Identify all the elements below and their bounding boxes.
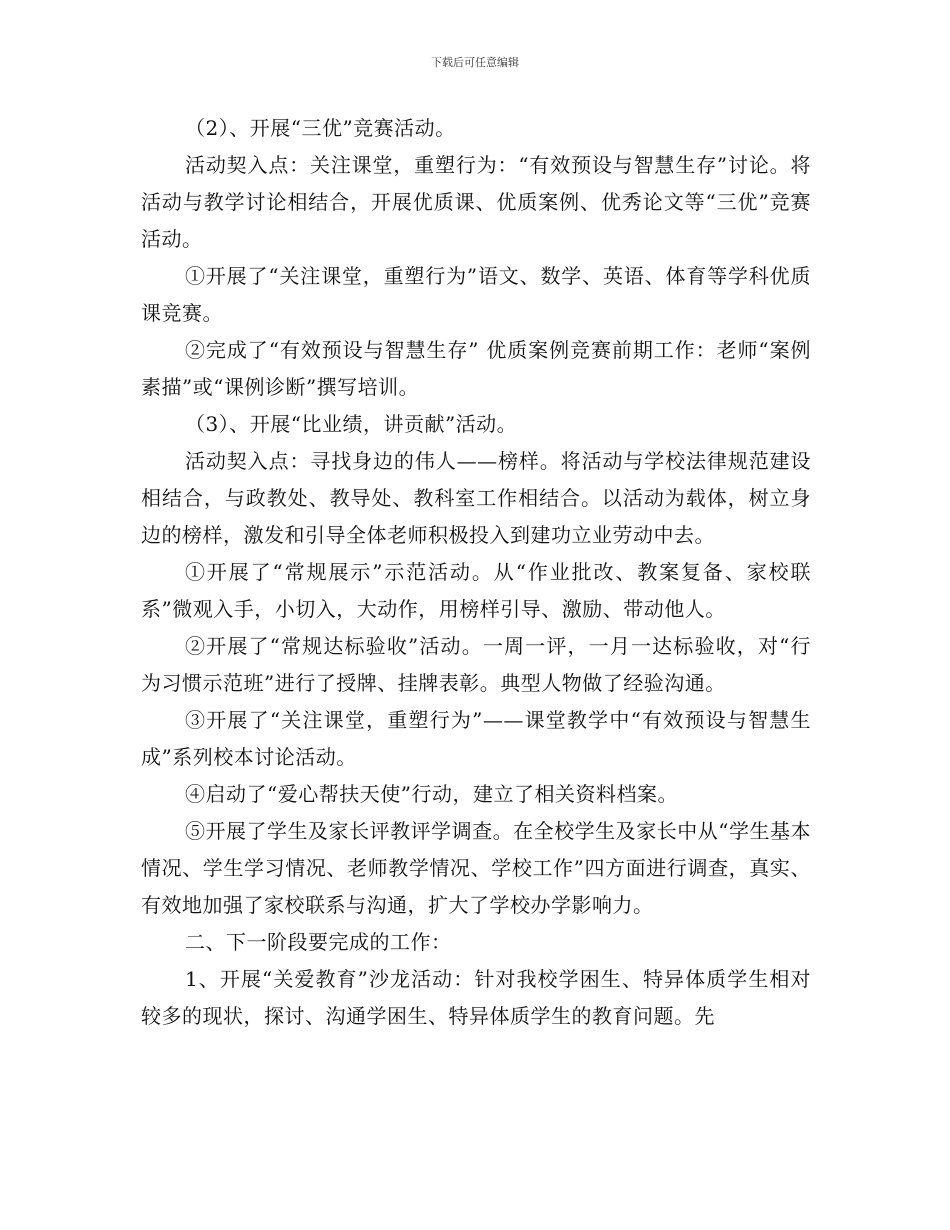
paragraph-item-2-3: ③开展了“关注课堂，重塑行为”——课堂教学中“有效预设与智慧生成”系列校本讨论活动。 [141, 708, 811, 769]
paragraph-section-3-heading: （3）、开展“比业绩，讲贡献”活动。 [185, 412, 518, 436]
paragraph-section-2-heading: （2）、开展“三优”竞赛活动。 [185, 116, 456, 140]
paragraph-item-2-4: ④启动了“爱心帮扶天使”行动，建立了相关资料档案。 [185, 782, 678, 806]
header-note: 下载后可任意编辑 [431, 56, 519, 69]
paragraph-item-2-2: ②开展了“常规达标验收”活动。一周一评，一月一达标验收，对“行为习惯示范班”进行了授牌、挂牌表彰。典型人物做了经验沟通。 [141, 634, 811, 695]
document-body [141, 110, 811, 1035]
paragraph-activity-entry-1: 活动契入点：关注课堂，重塑行为：“有效预设与智慧生存”讨论。将活动与教学讨论相结合，开展优质课、优质案例、优秀论文等“三优”竞赛活动。 [141, 153, 811, 251]
paragraph-item-1-2: ②完成了“有效预设与智慧生存” 优质案例竞赛前期工作：老师“案例素描”或“课例诊断”撰写培训。 [141, 338, 811, 399]
paragraph-item-1-1: ①开展了“关注课堂，重塑行为”语文、数学、英语、体育等学科优质课竞赛。 [141, 264, 811, 325]
paragraph-next-stage-item-1: 1、开展“关爱教育”沙龙活动：针对我校学困生、特异体质学生相对较多的现状，探讨、沟通学困生、特异体质学生的教育问题。先 [141, 967, 811, 1028]
paragraph-next-stage-heading: 二、下一阶段要完成的工作： [185, 930, 452, 954]
paragraph-item-2-5: ⑤开展了学生及家长评教评学调查。在全校学生及家长中从“学生基本情况、学生学习情况、老师教学情况、学校工作”四方面进行调查，真实、有效地加强了家校联系与沟通，扩大了学校办学影响力。 [141, 819, 811, 917]
paragraph-item-2-1: ①开展了“常规展示”示范活动。从“作业批改、教案复备、家校联系”微观入手，小切入，大动作，用榜样引导、激励、带动他人。 [141, 560, 811, 621]
paragraph-activity-entry-2: 活动契入点：寻找身边的伟人——榜样。将活动与学校法律规范建设相结合，与政教处、教导处、教科室工作相结合。以活动为载体，树立身边的榜样，激发和引导全体老师积极投入到建功立业劳动中去。 [141, 449, 811, 547]
